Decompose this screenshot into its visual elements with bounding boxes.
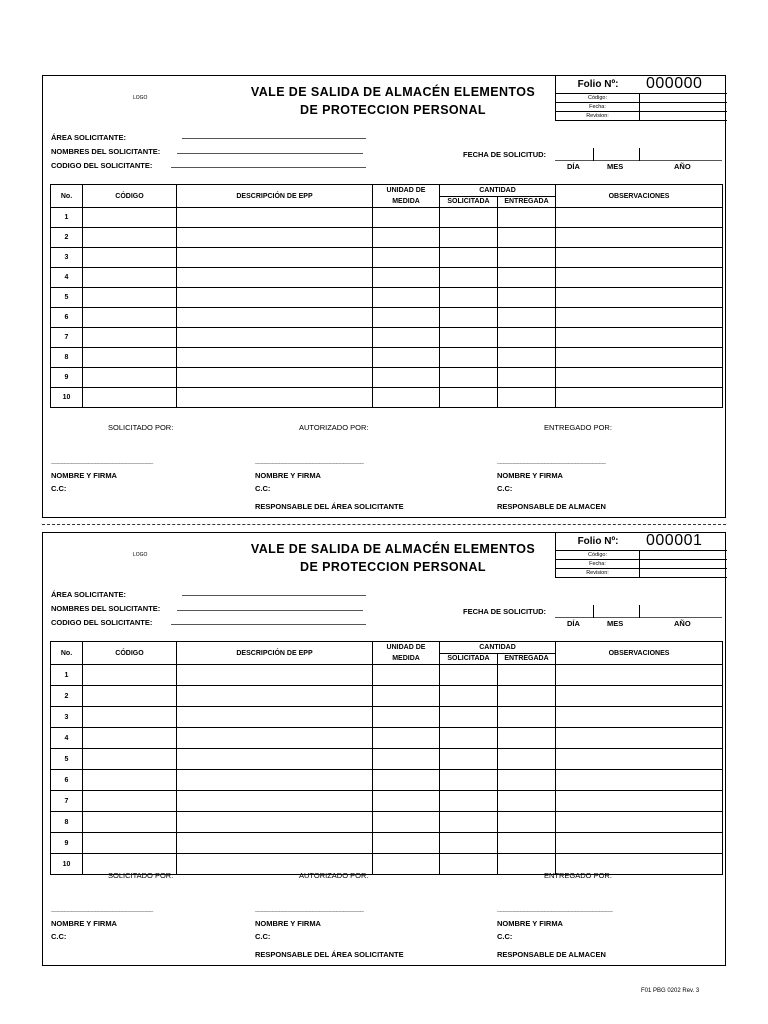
cc-2: C.C: bbox=[255, 484, 271, 493]
meta-revision-row: Revision: bbox=[555, 112, 727, 121]
cell-solicitada[interactable] bbox=[440, 348, 498, 368]
cell-codigo[interactable] bbox=[83, 268, 177, 288]
cell-observaciones[interactable] bbox=[556, 749, 723, 770]
row-number: 5 bbox=[51, 749, 83, 770]
table-row bbox=[51, 308, 723, 328]
cut-line bbox=[42, 524, 726, 525]
cell-solicitada[interactable] bbox=[440, 686, 498, 707]
items-table bbox=[50, 184, 723, 408]
cell-descripcion[interactable] bbox=[177, 368, 373, 388]
table-row bbox=[51, 833, 723, 854]
table-row bbox=[51, 665, 723, 686]
cell-descripcion[interactable] bbox=[177, 728, 373, 749]
signature-line-solicitado[interactable]: ______________________________ bbox=[51, 458, 153, 465]
cell-entregada[interactable] bbox=[498, 228, 556, 248]
cell-descripcion[interactable] bbox=[177, 328, 373, 348]
cell-unidad[interactable] bbox=[373, 791, 440, 812]
table-row bbox=[51, 348, 723, 368]
row-number: 7 bbox=[51, 328, 83, 348]
cell-observaciones[interactable] bbox=[556, 833, 723, 854]
cell-codigo[interactable] bbox=[83, 686, 177, 707]
table-row bbox=[51, 749, 723, 770]
cell-unidad[interactable] bbox=[373, 749, 440, 770]
cell-unidad[interactable] bbox=[373, 812, 440, 833]
cell-entregada[interactable] bbox=[498, 686, 556, 707]
folio-label: Folio Nº: bbox=[577, 79, 619, 90]
table-row bbox=[51, 770, 723, 791]
responsable-area-label: RESPONSABLE DEL ÁREA SOLICITANTE bbox=[255, 950, 404, 959]
row-number: 3 bbox=[51, 248, 83, 268]
cell-observaciones[interactable] bbox=[556, 248, 723, 268]
entregado-por-label: ENTREGADO POR: bbox=[544, 871, 612, 880]
cell-observaciones[interactable] bbox=[556, 268, 723, 288]
cell-descripcion[interactable] bbox=[177, 308, 373, 328]
table-row bbox=[51, 268, 723, 288]
row-number: 8 bbox=[51, 812, 83, 833]
ano-label: AÑO bbox=[674, 162, 691, 171]
codigo-label: CODIGO DEL SOLICITANTE: bbox=[51, 618, 153, 627]
cell-unidad[interactable] bbox=[373, 665, 440, 686]
row-number: 2 bbox=[51, 228, 83, 248]
cell-codigo[interactable] bbox=[83, 348, 177, 368]
cell-entregada[interactable] bbox=[498, 368, 556, 388]
folio-box bbox=[555, 533, 727, 579]
cell-unidad[interactable] bbox=[373, 388, 440, 408]
col-cantidad-header: CANTIDAD bbox=[440, 642, 556, 654]
cell-observaciones[interactable] bbox=[556, 707, 723, 728]
cell-entregada[interactable] bbox=[498, 833, 556, 854]
form-title bbox=[233, 83, 553, 119]
meta-revision-row: Revision: bbox=[555, 569, 727, 578]
nombre-firma-1: NOMBRE Y FIRMA bbox=[51, 919, 117, 928]
cell-descripcion[interactable] bbox=[177, 268, 373, 288]
col-solicitada-header: SOLICITADA bbox=[440, 653, 498, 665]
cell-descripcion[interactable] bbox=[177, 388, 373, 408]
cell-descripcion[interactable] bbox=[177, 348, 373, 368]
cell-entregada[interactable] bbox=[498, 665, 556, 686]
cell-unidad[interactable] bbox=[373, 368, 440, 388]
cell-observaciones[interactable] bbox=[556, 348, 723, 368]
col-no-header: No. bbox=[51, 185, 83, 208]
nombres-label: NOMBRES DEL SOLICITANTE: bbox=[51, 147, 161, 156]
cell-observaciones[interactable] bbox=[556, 328, 723, 348]
row-number: 4 bbox=[51, 268, 83, 288]
form-title bbox=[233, 540, 553, 576]
logo-placeholder: LOGO bbox=[133, 95, 148, 101]
table-row bbox=[51, 208, 723, 228]
meta-codigo-field[interactable] bbox=[639, 94, 729, 102]
cell-solicitada[interactable] bbox=[440, 770, 498, 791]
cell-entregada[interactable] bbox=[498, 728, 556, 749]
cell-codigo[interactable] bbox=[83, 770, 177, 791]
folio-number: 000000 bbox=[646, 75, 703, 92]
vale-form bbox=[42, 532, 726, 966]
cell-solicitada[interactable] bbox=[440, 288, 498, 308]
row-number: 5 bbox=[51, 288, 83, 308]
title-line-2: DE PROTECCION PERSONAL bbox=[300, 560, 486, 574]
signature-line-autorizado[interactable]: ________________________________ bbox=[255, 458, 364, 465]
cell-solicitada[interactable] bbox=[440, 665, 498, 686]
cell-entregada[interactable] bbox=[498, 707, 556, 728]
table-row bbox=[51, 288, 723, 308]
responsable-almacen-label: RESPONSABLE DE ALMACEN bbox=[497, 502, 606, 511]
row-number: 4 bbox=[51, 728, 83, 749]
solicitado-por-label: SOLICITADO POR: bbox=[108, 871, 174, 880]
cell-unidad[interactable] bbox=[373, 707, 440, 728]
cell-codigo[interactable] bbox=[83, 228, 177, 248]
mes-label: MES bbox=[607, 619, 624, 628]
area-label: ÁREA SOLICITANTE: bbox=[51, 590, 126, 599]
cell-observaciones[interactable] bbox=[556, 288, 723, 308]
cell-solicitada[interactable] bbox=[440, 833, 498, 854]
cell-observaciones[interactable] bbox=[556, 812, 723, 833]
cell-solicitada[interactable] bbox=[440, 308, 498, 328]
cell-solicitada[interactable] bbox=[440, 791, 498, 812]
cell-observaciones[interactable] bbox=[556, 308, 723, 328]
meta-fecha-field[interactable] bbox=[639, 560, 729, 568]
signature-line-entregado[interactable]: __________________________________ bbox=[497, 906, 613, 913]
cc-3: C.C: bbox=[497, 484, 513, 493]
cell-unidad[interactable] bbox=[373, 228, 440, 248]
cell-observaciones[interactable] bbox=[556, 228, 723, 248]
vale-form bbox=[42, 75, 726, 518]
folio-label: Folio Nº: bbox=[577, 536, 619, 547]
cell-observaciones[interactable] bbox=[556, 368, 723, 388]
table-row bbox=[51, 707, 723, 728]
cell-observaciones[interactable] bbox=[556, 388, 723, 408]
fecha-solicitud-label: FECHA DE SOLICITUD: bbox=[463, 607, 547, 616]
table-row bbox=[51, 812, 723, 833]
cell-observaciones[interactable] bbox=[556, 770, 723, 791]
cell-unidad[interactable] bbox=[373, 208, 440, 228]
cc-3: C.C: bbox=[497, 932, 513, 941]
table-row bbox=[51, 388, 723, 408]
cell-codigo[interactable] bbox=[83, 208, 177, 228]
col-codigo-header: CÓDIGO bbox=[83, 642, 177, 665]
cell-solicitada[interactable] bbox=[440, 749, 498, 770]
codigo-label: CODIGO DEL SOLICITANTE: bbox=[51, 161, 153, 170]
cell-codigo[interactable] bbox=[83, 833, 177, 854]
cell-observaciones[interactable] bbox=[556, 665, 723, 686]
cell-codigo[interactable] bbox=[83, 368, 177, 388]
cell-codigo[interactable] bbox=[83, 388, 177, 408]
meta-codigo-row: Código: bbox=[555, 94, 727, 103]
cell-unidad[interactable] bbox=[373, 328, 440, 348]
cell-descripcion[interactable] bbox=[177, 665, 373, 686]
nombres-field[interactable] bbox=[177, 153, 363, 154]
cell-descripcion[interactable] bbox=[177, 749, 373, 770]
col-unidad-header: UNIDAD DE MEDIDA bbox=[373, 642, 440, 665]
cc-1: C.C: bbox=[51, 932, 67, 941]
row-number: 6 bbox=[51, 308, 83, 328]
cell-entregada[interactable] bbox=[498, 288, 556, 308]
cell-solicitada[interactable] bbox=[440, 368, 498, 388]
cell-unidad[interactable] bbox=[373, 686, 440, 707]
area-field[interactable] bbox=[182, 595, 366, 596]
cell-descripcion[interactable] bbox=[177, 288, 373, 308]
cell-unidad[interactable] bbox=[373, 288, 440, 308]
signature-line-autorizado[interactable]: ________________________________ bbox=[255, 906, 364, 913]
meta-fecha-field[interactable] bbox=[639, 103, 729, 111]
cell-entregada[interactable] bbox=[498, 268, 556, 288]
col-entregada-header: ENTREGADA bbox=[498, 196, 556, 208]
col-codigo-header: CÓDIGO bbox=[83, 185, 177, 208]
col-no-header: No. bbox=[51, 642, 83, 665]
cell-descripcion[interactable] bbox=[177, 208, 373, 228]
cell-unidad[interactable] bbox=[373, 854, 440, 875]
col-unidad-header: UNIDAD DE MEDIDA bbox=[373, 185, 440, 208]
table-row bbox=[51, 791, 723, 812]
cell-solicitada[interactable] bbox=[440, 228, 498, 248]
meta-fecha-row: Fecha: bbox=[555, 560, 727, 569]
row-number: 8 bbox=[51, 348, 83, 368]
nombre-firma-3: NOMBRE Y FIRMA bbox=[497, 919, 563, 928]
cell-solicitada[interactable] bbox=[440, 208, 498, 228]
cell-codigo[interactable] bbox=[83, 288, 177, 308]
meta-codigo-row: Código: bbox=[555, 551, 727, 560]
table-row bbox=[51, 728, 723, 749]
cell-codigo[interactable] bbox=[83, 308, 177, 328]
cell-unidad[interactable] bbox=[373, 348, 440, 368]
nombres-label: NOMBRES DEL SOLICITANTE: bbox=[51, 604, 161, 613]
row-number: 10 bbox=[51, 854, 83, 875]
footer-code: F01 PBG 0202 Rev. 3 bbox=[641, 988, 700, 994]
row-number: 1 bbox=[51, 665, 83, 686]
table-row bbox=[51, 228, 723, 248]
title-line-2: DE PROTECCION PERSONAL bbox=[300, 103, 486, 117]
cell-codigo[interactable] bbox=[83, 665, 177, 686]
cell-codigo[interactable] bbox=[83, 812, 177, 833]
row-number: 6 bbox=[51, 770, 83, 791]
cell-codigo[interactable] bbox=[83, 728, 177, 749]
nombre-firma-2: NOMBRE Y FIRMA bbox=[255, 919, 321, 928]
cell-solicitada[interactable] bbox=[440, 248, 498, 268]
meta-fecha-row: Fecha: bbox=[555, 103, 727, 112]
table-row bbox=[51, 368, 723, 388]
codigo-field[interactable] bbox=[171, 167, 366, 168]
cell-entregada[interactable] bbox=[498, 749, 556, 770]
items-table bbox=[50, 641, 723, 875]
logo-placeholder: LOGO bbox=[133, 552, 148, 558]
table-row bbox=[51, 248, 723, 268]
cell-codigo[interactable] bbox=[83, 248, 177, 268]
signature-line-entregado[interactable]: ________________________________ bbox=[497, 458, 606, 465]
cell-codigo[interactable] bbox=[83, 328, 177, 348]
cell-solicitada[interactable] bbox=[440, 388, 498, 408]
cell-observaciones[interactable] bbox=[556, 791, 723, 812]
col-observaciones-header: OBSERVACIONES bbox=[556, 642, 723, 665]
cell-descripcion[interactable] bbox=[177, 707, 373, 728]
col-solicitada-header: SOLICITADA bbox=[440, 196, 498, 208]
cell-solicitada[interactable] bbox=[440, 268, 498, 288]
cell-entregada[interactable] bbox=[498, 308, 556, 328]
row-number: 9 bbox=[51, 833, 83, 854]
solicitado-por-label: SOLICITADO POR: bbox=[108, 423, 174, 432]
row-number: 2 bbox=[51, 686, 83, 707]
cell-descripcion[interactable] bbox=[177, 833, 373, 854]
nombre-firma-3: NOMBRE Y FIRMA bbox=[497, 471, 563, 480]
row-number: 10 bbox=[51, 388, 83, 408]
meta-revision-field[interactable] bbox=[639, 569, 729, 577]
cell-solicitada[interactable] bbox=[440, 812, 498, 833]
cell-entregada[interactable] bbox=[498, 770, 556, 791]
cell-entregada[interactable] bbox=[498, 248, 556, 268]
cell-unidad[interactable] bbox=[373, 770, 440, 791]
row-number: 3 bbox=[51, 707, 83, 728]
title-line-1: VALE DE SALIDA DE ALMACÉN ELEMENTOS bbox=[250, 85, 536, 99]
cell-codigo[interactable] bbox=[83, 749, 177, 770]
cell-entregada[interactable] bbox=[498, 328, 556, 348]
cell-entregada[interactable] bbox=[498, 791, 556, 812]
cell-observaciones[interactable] bbox=[556, 728, 723, 749]
cell-descripcion[interactable] bbox=[177, 248, 373, 268]
cell-codigo[interactable] bbox=[83, 707, 177, 728]
cc-1: C.C: bbox=[51, 484, 67, 493]
cell-unidad[interactable] bbox=[373, 248, 440, 268]
cc-2: C.C: bbox=[255, 932, 271, 941]
table-row bbox=[51, 686, 723, 707]
cell-unidad[interactable] bbox=[373, 833, 440, 854]
cell-descripcion[interactable] bbox=[177, 770, 373, 791]
col-entregada-header: ENTREGADA bbox=[498, 653, 556, 665]
cell-descripcion[interactable] bbox=[177, 791, 373, 812]
fecha-solicitud-label: FECHA DE SOLICITUD: bbox=[463, 150, 547, 159]
cell-descripcion[interactable] bbox=[177, 228, 373, 248]
cell-solicitada[interactable] bbox=[440, 328, 498, 348]
autorizado-por-label: AUTORIZADO POR: bbox=[299, 423, 369, 432]
cell-descripcion[interactable] bbox=[177, 686, 373, 707]
col-descripcion-header: DESCRIPCIÓN DE EPP bbox=[177, 185, 373, 208]
cell-solicitada[interactable] bbox=[440, 728, 498, 749]
nombre-firma-1: NOMBRE Y FIRMA bbox=[51, 471, 117, 480]
meta-codigo-field[interactable] bbox=[639, 551, 729, 559]
row-number: 9 bbox=[51, 368, 83, 388]
table-row bbox=[51, 328, 723, 348]
dia-label: DÍA bbox=[567, 619, 580, 628]
cell-solicitada[interactable] bbox=[440, 707, 498, 728]
meta-revision-field[interactable] bbox=[639, 112, 729, 120]
nombre-firma-2: NOMBRE Y FIRMA bbox=[255, 471, 321, 480]
cell-unidad[interactable] bbox=[373, 728, 440, 749]
cell-observaciones[interactable] bbox=[556, 208, 723, 228]
cell-unidad[interactable] bbox=[373, 308, 440, 328]
dia-label: DÍA bbox=[567, 162, 580, 171]
cell-codigo[interactable] bbox=[83, 791, 177, 812]
cell-entregada[interactable] bbox=[498, 388, 556, 408]
nombres-field[interactable] bbox=[177, 610, 363, 611]
entregado-por-label: ENTREGADO POR: bbox=[544, 423, 612, 432]
title-line-1: VALE DE SALIDA DE ALMACÉN ELEMENTOS bbox=[250, 542, 536, 556]
ano-label: AÑO bbox=[674, 619, 691, 628]
area-label: ÁREA SOLICITANTE: bbox=[51, 133, 126, 142]
responsable-almacen-label: RESPONSABLE DE ALMACEN bbox=[497, 950, 606, 959]
cell-entregada[interactable] bbox=[498, 208, 556, 228]
cell-solicitada[interactable] bbox=[440, 854, 498, 875]
signature-line-solicitado[interactable]: ______________________________ bbox=[51, 906, 153, 913]
col-cantidad-header: CANTIDAD bbox=[440, 185, 556, 197]
cell-observaciones[interactable] bbox=[556, 686, 723, 707]
col-observaciones-header: OBSERVACIONES bbox=[556, 185, 723, 208]
cell-unidad[interactable] bbox=[373, 268, 440, 288]
folio-number: 000001 bbox=[646, 532, 703, 549]
responsable-area-label: RESPONSABLE DEL ÁREA SOLICITANTE bbox=[255, 502, 404, 511]
cell-entregada[interactable] bbox=[498, 812, 556, 833]
cell-entregada[interactable] bbox=[498, 348, 556, 368]
codigo-field[interactable] bbox=[171, 624, 366, 625]
row-number: 1 bbox=[51, 208, 83, 228]
mes-label: MES bbox=[607, 162, 624, 171]
autorizado-por-label: AUTORIZADO POR: bbox=[299, 871, 369, 880]
row-number: 7 bbox=[51, 791, 83, 812]
area-field[interactable] bbox=[182, 138, 366, 139]
folio-box bbox=[555, 76, 727, 122]
cell-descripcion[interactable] bbox=[177, 812, 373, 833]
col-descripcion-header: DESCRIPCIÓN DE EPP bbox=[177, 642, 373, 665]
